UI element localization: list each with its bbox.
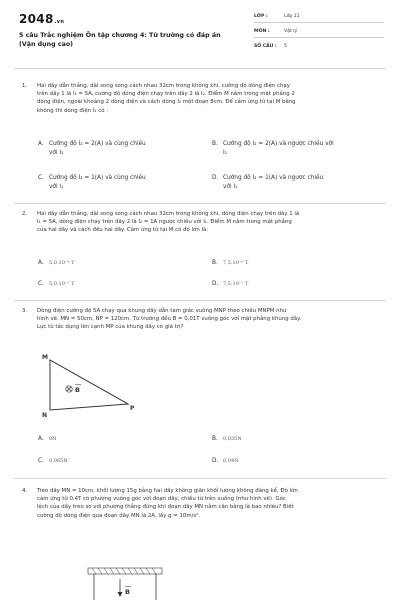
option-label: D. xyxy=(212,458,219,464)
option-label: D. xyxy=(212,175,219,181)
option-label: C. xyxy=(38,458,44,464)
question-number: 4. xyxy=(22,488,28,494)
site-logo[interactable] xyxy=(19,12,64,26)
meta-value: Lớp 11 xyxy=(284,14,300,19)
triangle-frame xyxy=(50,360,128,410)
option-label: B. xyxy=(212,141,218,147)
b-field-into-page-icon xyxy=(66,386,72,392)
triangle-figure xyxy=(40,352,150,420)
hanging-wire-figure xyxy=(80,566,170,600)
option-label: C. xyxy=(38,175,44,181)
option-line: với I₁ xyxy=(49,183,64,190)
option-line: Cường độ I₂ = 1(A) và ngược chiều xyxy=(223,175,324,181)
question-text xyxy=(37,210,382,235)
option-text: 5,0.10⁻⁷ T xyxy=(49,281,75,287)
question-line: I₁ = 5A, dòng điện chạy trên dây 2 là I₂ = 1A ngược chiều với I₁. Điểm M nằm trong mặt phẳng xyxy=(37,219,292,226)
question-text xyxy=(37,487,382,520)
question-number: 3. xyxy=(22,308,28,314)
vertex-m-label: M xyxy=(42,354,48,361)
meta-value: Vật lý xyxy=(284,29,298,34)
option-text xyxy=(49,140,199,157)
question-line: Hai dây dẫn thẳng, dài song song cách nhau 32cm trong không khí, dòng điện chạy trên dây 1 là xyxy=(37,211,300,217)
option-label: A. xyxy=(38,436,44,442)
option-text xyxy=(49,174,199,191)
question-line: hình vẽ. MN = 50cm, NP = 120cm. Từ trường đều B = 0,01T vuông góc với mặt phẳng khung dây. xyxy=(37,316,302,323)
option-text xyxy=(223,140,373,157)
question-divider xyxy=(14,478,386,479)
meta-divider xyxy=(254,37,384,38)
option-label: A. xyxy=(38,141,44,147)
document-title-line2: (Vận dụng cao) xyxy=(19,41,74,48)
option-text: 5,0.10⁻⁶ T xyxy=(49,260,75,266)
question-divider xyxy=(14,300,386,301)
question-number: 2. xyxy=(22,211,28,217)
option-text: 0,065N xyxy=(49,458,68,464)
option-line: Cường độ I₂ = 2(A) và cùng chiều xyxy=(49,141,146,147)
question-line: Treo dây MN = 10cm, khối lượng 15g bằng hai dây không giãn khối lượng không đáng kể. Độ lớn xyxy=(37,488,298,494)
option-line: Cường độ I₂ = 2(A) và ngược chiều với xyxy=(223,141,334,147)
document-title xyxy=(19,31,229,49)
option-line: Cường độ I₂ = 1(A) và cùng chiều xyxy=(49,175,146,181)
question-line: cường độ dòng điện qua đoạn dây MN là 2A, lấy g = 10m/s². xyxy=(37,512,201,519)
b-field-down-arrow-icon xyxy=(118,579,123,597)
meta-key: LỚP : xyxy=(254,14,268,19)
meta-value: 5 xyxy=(284,44,287,49)
option-text: 0N xyxy=(49,436,57,442)
document-title-line1: 5 câu Trắc nghiệm Ôn tập chương 4: Từ trường có đáp án xyxy=(19,32,221,39)
meta-key: SỐ CÂU : xyxy=(254,44,277,49)
question-line: Dòng điện cường độ 5A chạy qua khung dây dẫn tam giác vuông MNP theo chiều MNPM như xyxy=(37,308,287,314)
ceiling-support-icon xyxy=(88,568,162,574)
question-number: 1. xyxy=(22,83,28,89)
option-text: 0,035N xyxy=(223,436,242,442)
question-line: trên dây 1 là I₁ = 5A, cường độ dòng điện chạy trên dây 2 là I₂. Điểm M nằm trong mặt phẳng 2 xyxy=(37,91,295,98)
question-text xyxy=(37,307,382,332)
option-text: 7,5.10⁻⁷ T xyxy=(223,281,249,287)
option-label: B. xyxy=(212,260,218,266)
question-line: dòng điện, ngoài khoảng 2 dòng điện và cách dòng I₂ một đoạn 8cm. Để cảm ứng từ tại M bằng xyxy=(37,99,296,106)
logo-text: 2048 xyxy=(19,12,54,26)
option-text: 7,5.10⁻⁶ T xyxy=(223,260,249,266)
header-divider xyxy=(14,68,386,69)
question-line: của hai dây và cách đều hai dây. Cảm ứng từ tại M có độ lớn là: xyxy=(37,227,209,234)
option-text: 0,04N xyxy=(223,458,239,464)
question-line: Hai dây dẫn thẳng, dài song song cách nhau 32cm trong không khí, cường độ dòng điện chạy xyxy=(37,83,290,89)
vertex-p-label: P xyxy=(130,405,135,412)
option-label: A. xyxy=(38,260,44,266)
b-field-label: B xyxy=(75,386,80,394)
option-label: C. xyxy=(38,281,44,287)
meta-key: MÔN : xyxy=(254,29,270,34)
question-line: Lực từ tác dụng lên cạnh MP của khung dây có giá trị? xyxy=(37,324,184,331)
option-label: D. xyxy=(212,281,219,287)
question-line: lệch của dây treo so với phương thẳng đứng khi đoạn dây MN nằm cân bằng là bao nhiêu? Biết xyxy=(37,504,294,511)
question-line: cảm ứng từ 0,4T có phương vuông góc với đoạn dây, chiều từ trên xuống (như hình vẽ). Góc xyxy=(37,496,286,503)
question-text xyxy=(37,82,382,115)
vertex-n-label: N xyxy=(42,412,48,419)
option-text xyxy=(223,174,373,191)
b-field-label: B xyxy=(125,588,130,596)
option-line: với I₁ xyxy=(223,183,238,190)
logo-suffix: .vn xyxy=(54,19,65,25)
question-divider xyxy=(14,203,386,204)
question-line: không thì dòng điện I₂ có : xyxy=(37,107,109,114)
option-line: I₁ xyxy=(223,149,228,156)
option-label: B. xyxy=(212,436,218,442)
option-line: với I₁ xyxy=(49,149,64,156)
meta-divider xyxy=(254,22,384,23)
